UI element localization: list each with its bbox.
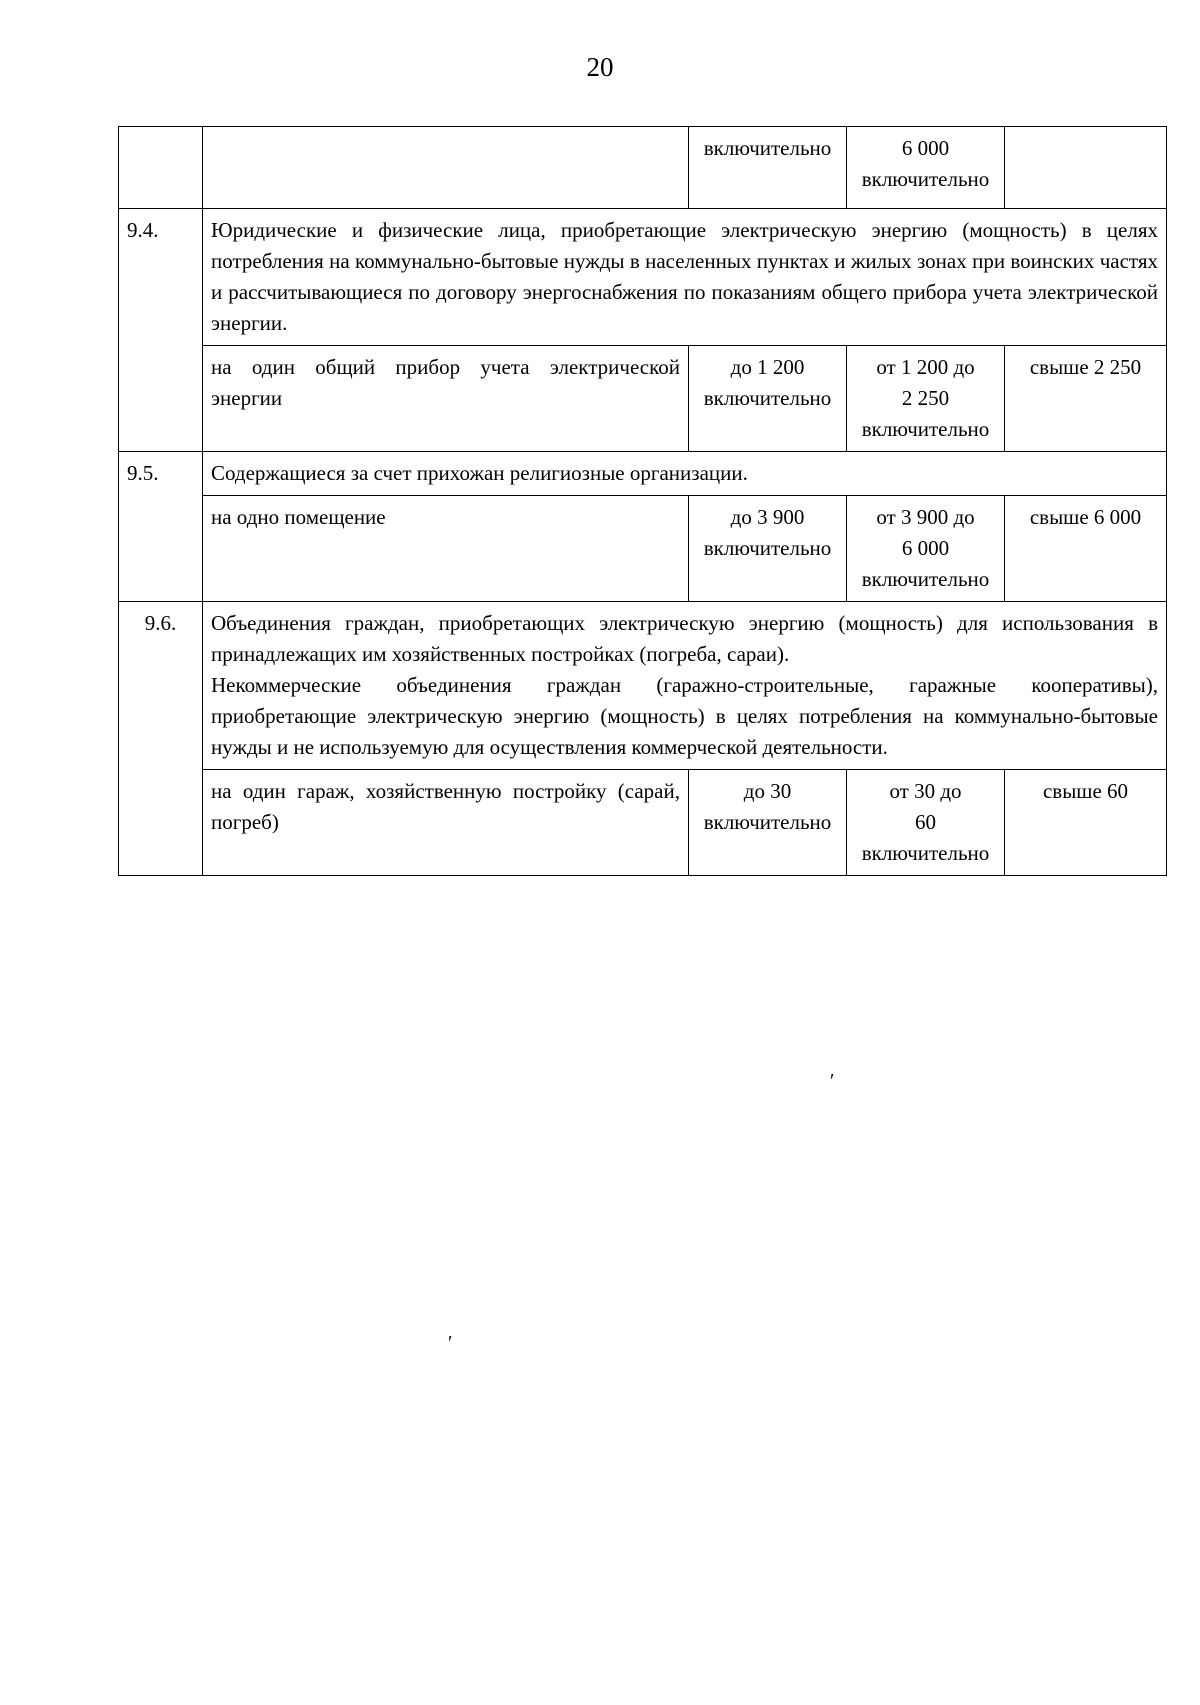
high-range-cell xyxy=(1005,127,1167,209)
scan-mark: ′ xyxy=(830,1070,835,1092)
table-row-section-9-5 xyxy=(119,452,1167,496)
mid-range-line: включительно xyxy=(861,841,990,865)
low-range-line: до 3 900 xyxy=(730,505,805,529)
mid-range-line: 60 xyxy=(915,810,936,834)
low-range-line: включительно xyxy=(703,386,832,410)
low-range-line: включительно xyxy=(703,810,832,834)
low-range-cell xyxy=(689,496,847,602)
mid-range-cell xyxy=(847,346,1005,452)
section-number: 9.4. xyxy=(119,209,203,452)
section-number: 9.5. xyxy=(119,452,203,602)
mid-range-line: от 30 до xyxy=(889,779,962,803)
table-row-section-9-4 xyxy=(119,209,1167,346)
mid-range-line: 6 000 xyxy=(901,536,950,560)
high-range-cell: свыше 6 000 xyxy=(1005,496,1167,602)
section-description xyxy=(203,602,1167,770)
section-description: Содержащиеся за счет прихожан религиозные организации. xyxy=(203,452,1167,496)
unit-cell: на один общий прибор учета электрической энергии xyxy=(203,346,689,452)
scan-mark: ′ xyxy=(448,1332,453,1354)
mid-range-line: от 3 900 до xyxy=(876,505,975,529)
mid-range-line: 6 000 xyxy=(901,136,950,160)
low-range-cell xyxy=(689,770,847,876)
low-range-line: включительно xyxy=(703,536,832,560)
low-range-text: включительно xyxy=(703,136,832,160)
tariff-table xyxy=(118,126,1167,876)
mid-range-line: включительно xyxy=(861,167,990,191)
section-description: Юридические и физические лица, приобретающие электрическую энергию (мощность) в целях потребления на коммунально-бытовые нужды в населенных пунктах и жилых зонах при воинских частях и рассчитывающиеся по договору энергоснабжения по показаниям общего прибора учета электрической энергии. xyxy=(203,209,1167,346)
table-row-tariff-9-4 xyxy=(119,346,1167,452)
section-description-paragraph: Объединения граждан, приобретающих электрическую энергию (мощность) для использования в принадлежащих им хозяйственных постройках (погреба, сараи). xyxy=(211,611,1158,666)
unit-cell: на одно помещение xyxy=(203,496,689,602)
low-range-cell xyxy=(689,127,847,209)
table-row-section-9-6 xyxy=(119,602,1167,770)
section-number: 9.6. xyxy=(119,602,203,876)
mid-range-cell xyxy=(847,770,1005,876)
mid-range-line: 2 250 xyxy=(901,386,950,410)
table-row-continuation xyxy=(119,127,1167,209)
unit-cell xyxy=(203,127,689,209)
low-range-line: до 30 xyxy=(743,779,792,803)
page-number: 20 xyxy=(586,52,614,82)
mid-range-line: включительно xyxy=(861,417,990,441)
table-row-tariff-9-6 xyxy=(119,770,1167,876)
mid-range-cell xyxy=(847,496,1005,602)
high-range-cell: свыше 60 xyxy=(1005,770,1167,876)
high-range-cell: свыше 2 250 xyxy=(1005,346,1167,452)
number-cell xyxy=(119,127,203,209)
unit-cell: на один гараж, хозяйственную постройку (сарай, погреб) xyxy=(203,770,689,876)
low-range-cell xyxy=(689,346,847,452)
low-range-line: до 1 200 xyxy=(730,355,805,379)
mid-range-line: включительно xyxy=(861,567,990,591)
section-description-paragraph: Некоммерческие объединения граждан (гаражно-строительные, гаражные кооперативы), приобретающие электрическую энергию (мощность) в целях потребления на коммунально-бытовые нужды и не используемую для осуществления коммерческой деятельности. xyxy=(211,673,1158,759)
table-row-tariff-9-5 xyxy=(119,496,1167,602)
mid-range-cell xyxy=(847,127,1005,209)
mid-range-line: от 1 200 до xyxy=(876,355,975,379)
